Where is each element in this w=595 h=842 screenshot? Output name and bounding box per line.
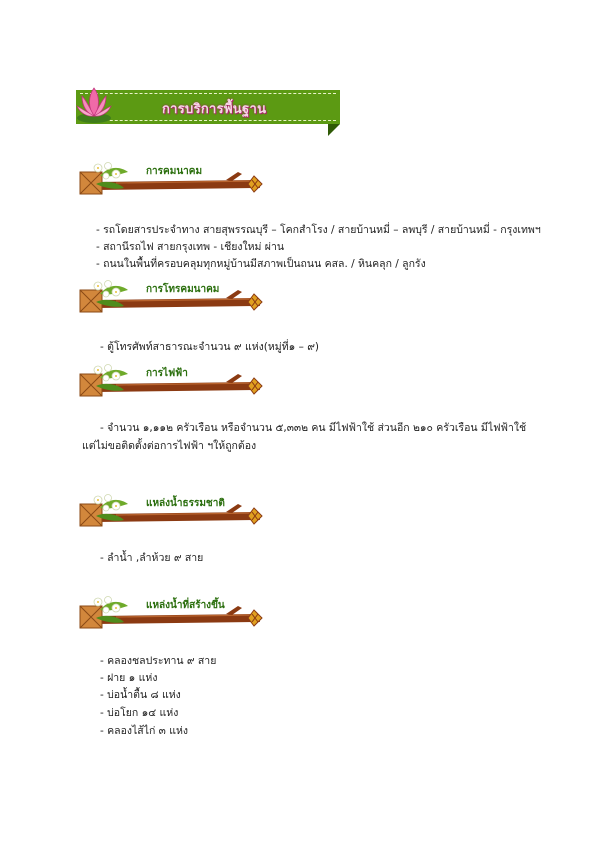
section-title: การโทรคมนาคม xyxy=(146,284,220,295)
banner-stitch-bottom xyxy=(80,120,336,121)
list-item: - คลองไส้ไก่ ๓ แห่ง xyxy=(100,725,189,737)
section-banner-transport xyxy=(76,150,266,194)
list-item: - ตู้โทรศัพท์สาธารณะจำนวน ๙ แห่ง(หมู่ที่๑ – ๙) xyxy=(100,341,320,353)
section-title: การคมนาคม xyxy=(146,166,203,177)
banner-stitch-top xyxy=(80,93,336,94)
flower-crate-icon xyxy=(78,364,134,398)
list-item: - รถโดยสารประจำทาง สายสุพรรณบุรี – โคกสำโรง / สายบ้านหมี่ – ลพบุรี / สายบ้านหมี่ - กรุงเทพฯ xyxy=(96,224,541,236)
flower-crate-icon xyxy=(78,162,134,196)
page-title: การบริการพื้นฐาน xyxy=(162,102,267,117)
section-banner-telecom xyxy=(76,268,266,312)
flower-crate-icon xyxy=(78,280,134,314)
main-banner xyxy=(76,90,340,138)
list-item: - บ่อโยก ๑๔ แห่ง xyxy=(100,707,179,719)
list-item: - ฝาย ๑ แห่ง xyxy=(100,672,158,684)
section-title: แหล่งน้ำที่สร้างขึ้น xyxy=(146,600,225,611)
list-item: - สถานีรถไฟ สายกรุงเทพ - เชียงใหม่ ผ่าน xyxy=(96,241,285,253)
banner-fold xyxy=(328,124,340,136)
section-banner-natural-water xyxy=(76,482,266,526)
flower-crate-icon xyxy=(78,596,134,630)
paragraph-line: - จำนวน ๑,๑๑๒ ครัวเรือน หรือจำนวน ๕,๓๓๒ คน มีไฟฟ้าใช้ ส่วนอีก ๒๑๐ ครัวเรือน มีไฟฟ้าใช้ xyxy=(100,422,527,434)
list-item: - คลองชลประทาน ๙ สาย xyxy=(100,655,217,667)
list-item: - ลำน้ำ ,ลำห้วย ๙ สาย xyxy=(100,552,204,564)
list-item: - ถนนในพื้นที่ครอบคลุมทุกหมู่บ้านมีสภาพเป็นถนน คสล. / หินคลุก / ลูกรัง xyxy=(96,258,426,270)
lotus-icon xyxy=(74,82,114,126)
paragraph-line: แต่ไม่ขอติดตั้งต่อการไฟฟ้า ฯให้ถูกต้อง xyxy=(82,440,257,452)
flower-crate-icon xyxy=(78,494,134,528)
section-banner-electricity xyxy=(76,352,266,396)
list-item: - บ่อน้ำตื้น ๘ แห่ง xyxy=(100,689,181,701)
section-title: การไฟฟ้า xyxy=(146,368,188,379)
section-title: แหล่งน้ำธรรมชาติ xyxy=(146,498,225,509)
section-banner-built-water xyxy=(76,584,266,628)
